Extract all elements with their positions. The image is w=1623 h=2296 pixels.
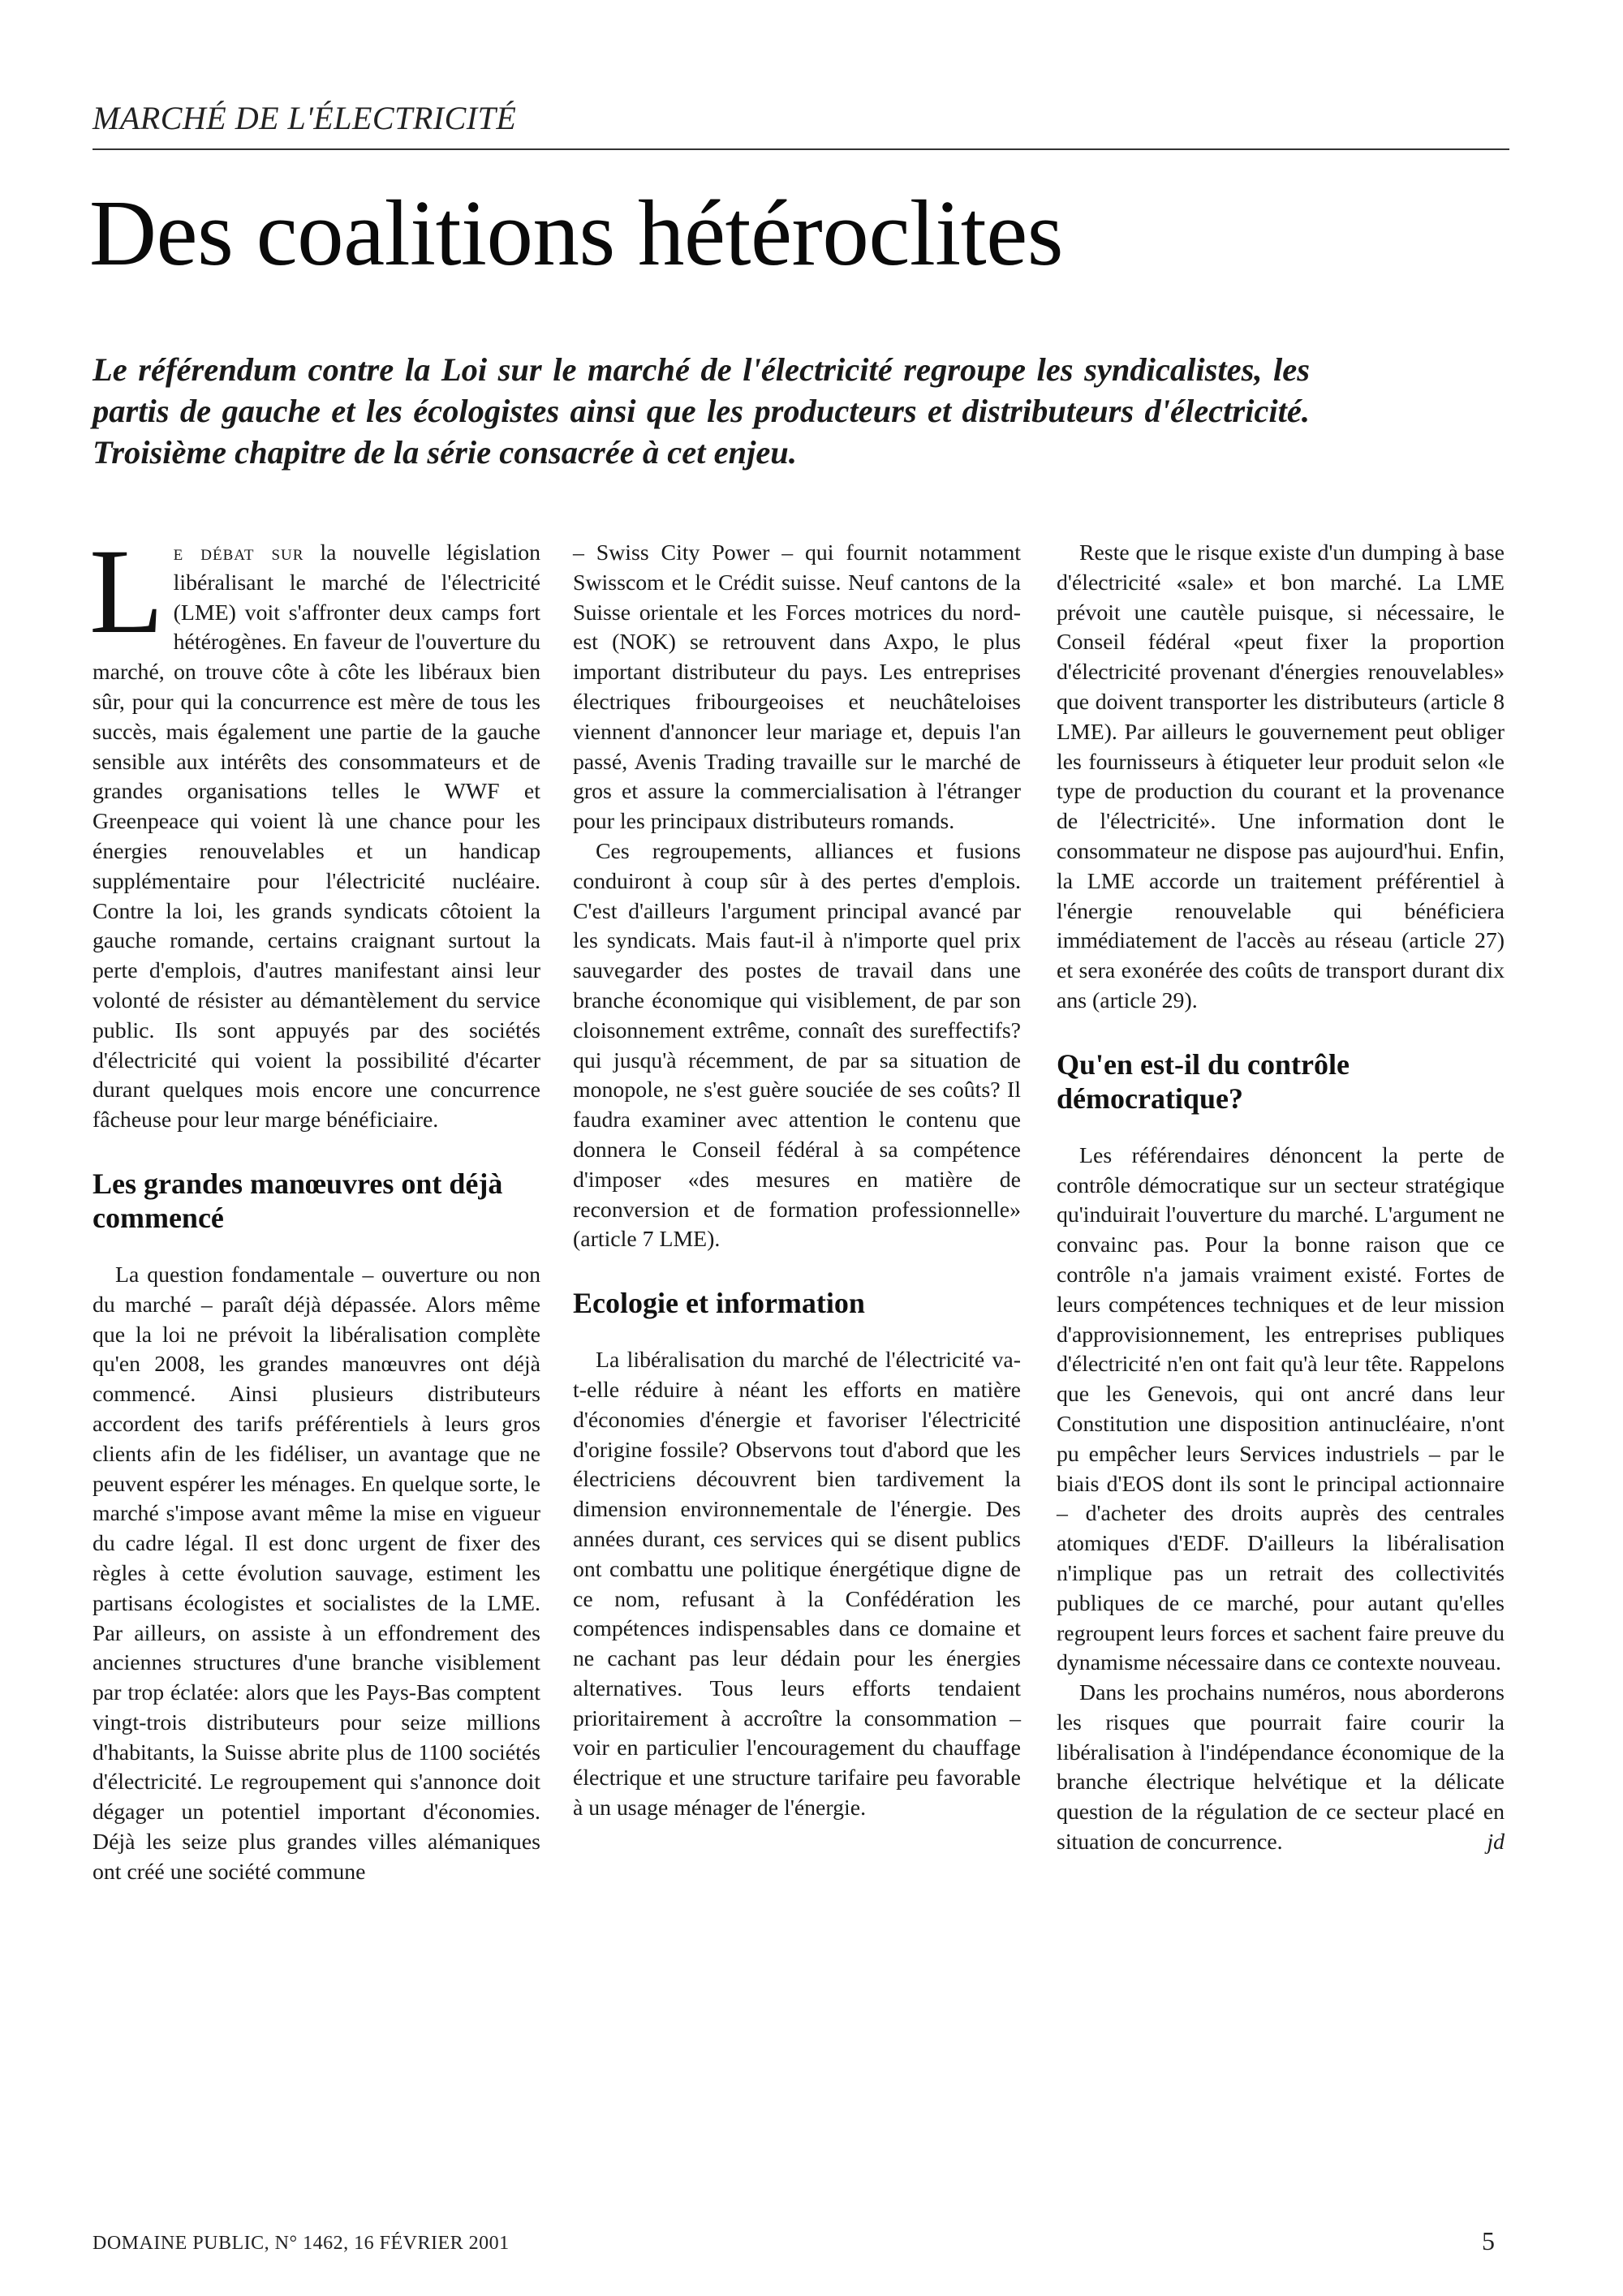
paragraph-7-text: Dans les prochains numéros, nous aborderons les risques que pourrait faire courir la libéralisation à l'indépendance économique de la branche électrique helvétique et la délicate question de la régulation de ce secteur placé en situation de concurrence. — [1057, 1680, 1505, 1855]
paragraph-2a: La question fondamentale – ouverture ou non du marché – paraît déjà dépassée. Alors même que la loi ne prévoit la libéralisation complète qu'en 2008, les grandes manœuvres ont déjà commencé. Ainsi plusieurs distributeurs accordent des tarifs préférentiels à leurs gros clients afin de les fidéliser, un avantage que ne peuvent espérer les ménages. En quelque sorte, le marché s'impose avant même la mise en vigueur du cadre légal. Il est donc urgent de fixer des règles à cette évolution sauvage, estiment les partisans écologistes et socialistes de la LME. Par ailleurs, on assiste à un effondrement des anciennes structures d'une branche visiblement par trop éclatée: alors que les Pays-Bas comptent vingt-trois distributeurs pour seize millions d'habitants, la Suisse abrite plus de 1100 sociétés d'électricité. Le regroupement qui s'annonce doit dégager un potentiel important d'économies. Déjà les seize plus grandes villes alémaniques ont créé une société commune — [93, 1262, 540, 1885]
paragraph-7 — [1057, 1679, 1505, 1858]
text-column-3 — [1057, 539, 1505, 1858]
paragraph-1 — [89, 524, 540, 1136]
subheading-controle: Qu'en est-il du contrôle démocratique? — [1057, 1047, 1350, 1115]
text-column-2 — [573, 539, 1021, 1824]
article-lead: Le référendum contre la Loi sur le marché de l'électricité regroupe les syndicalistes, les partis de gauche et les écologistes ainsi que les producteurs et distributeurs d'électricité. Troisième chapitre de la série consacrée à cet enjeu. — [93, 351, 1310, 471]
paragraph-6: Les référendaires dénoncent la perte de contrôle démocratique sur un secteur stratégique qu'induirait l'ouverture du marché. L'argument ne convainc pas. Pour la bonne raison que ce contrôle n'a jamais vraiment existé. Fortes de leurs compétences techniques et de leur mission d'approvisionnement, les entreprises publiques d'électricité n'en ont fait qu'à leur tête. Rappelons que les Genevois, qui ont ancré dans leur Constitution une disposition antinucléaire, n'ont pu empêcher leurs Services industriels – par le biais d'EOS dont ils sont le principal actionnaire – d'acheter des droits auprès des centrales atomiques d'EDF. D'ailleurs la libéralisation n'implique pas un retrait des collectivités publiques de ce marché, pour autant qu'elles regroupent leurs forces et sachent faire preuve du dynamisme nécessaire dans ce contexte nouveau. — [1057, 1142, 1505, 1676]
paragraph-4: La libéralisation du marché de l'électricité va-t-elle réduire à néant les efforts en matière d'économies d'énergie et favoriser l'électricité d'origine fossile? Observons tout d'abord que les électriciens découvrent bien tardivement la dimension environnementale de l'énergie. Des années durant, ces services qui se disent publics ont combattu une politique énergétique digne de ce nom, refusant à la Confédération les compétences indispensables dans ce domaine et ne cachant pas leur dédain pour les énergies alternatives. Tous leurs efforts tendaient prioritairement à accroître la consommation – voir en particulier l'encouragement du chauffage électrique et une structure tarifaire peu favorable à un usage ménager de l'énergie. — [573, 1348, 1021, 1821]
text-column-1 — [89, 524, 540, 1888]
article-title: Des coalitions hétéroclites — [89, 182, 1064, 285]
publication-footer: DOMAINE PUBLIC, N° 1462, 16 FÉVRIER 2001 — [93, 2233, 510, 2254]
subheading-ecologie: Ecologie et information — [573, 1287, 865, 1320]
paragraph-2b: – Swiss City Power – qui fournit notamment Swisscom et le Crédit suisse. Neuf cantons de la Suisse orientale et les Forces motrices du nord-est (NOK) se retrouvent dans Axpo, le plus important distributeur du pays. Les entreprises électriques fribourgeoises et neuchâteloises viennent d'annoncer leur mariage et, depuis l'an passé, Avenis Trading travaille sur le marché de gros et assure la commercialisation à l'étranger pour les principaux distributeurs romands. — [573, 540, 1021, 835]
subheading-manoeuvres: Les grandes manœuvres ont déjà commencé — [93, 1167, 503, 1234]
drop-cap: L — [89, 524, 164, 659]
page-number: 5 — [1482, 2226, 1495, 2255]
paragraph-3: Ces regroupements, alliances et fusions conduiront à coup sûr à des pertes d'emplois. C'est d'ailleurs l'argument principal avancé par les syndicats. Mais faut-il à n'importe quel prix sauvegarder des postes de travail dans une branche économique qui visiblement, de par son cloisonnement extrême, connaît des sureffectifs? qui jusqu'à récemment, de par sa situation de monopole, ne s'est guère souciée de ses coûts? Il faudra examiner avec attention le contenu que donnera le Conseil fédéral à sa compétence d'imposer «des mesures en matière de reconversion et de formation professionnelle» (article 7 LME). — [573, 838, 1021, 1253]
author-signature: jd — [1487, 1829, 1505, 1855]
paragraph-1-text: la nouvelle législation libéralisant le marché de l'électricité (LME) voit s'affronter deux camps fort hétérogènes. En faveur de l'ouverture du marché, on trouve côte à côte les libéraux bien sûr, pour qui la concurrence est mère de tous les succès, mais également une partie de la gauche sensible aux intérêts des consommateurs et de grandes organisations telles le WWF et Greenpeace qui voient là une chance pour les énergies renouvelables et un handicap supplémentaire pour l'électricité nucléaire. Contre la loi, les grands syndicats côtoient la gauche romande, certains craignant surtout la perte d'emplois, d'autres manifestant ainsi leur volonté de résister au démantèlement du service public. Ils sont appuyés par des sociétés d'électricité qui voient la possibilité d'écarter durant quelques mois encore une concurrence fâcheuse pour leur marge bénéficiaire. — [93, 540, 540, 1133]
section-rubric: MARCHÉ DE L'ÉLECTRICITÉ — [93, 99, 1509, 150]
opening-small-caps: e débat sur — [173, 540, 304, 565]
paragraph-5: Reste que le risque existe d'un dumping à base d'électricité «sale» et bon marché. La LME prévoit une cautèle puisque, si nécessaire, le Conseil fédéral «peut fixer la proportion d'électricité provenant d'énergies renouvelables» que doivent transporter les distributeurs (article 8 LME). Par ailleurs le gouvernement peut obliger les fournisseurs à étiqueter leur produit selon «le type de production du courant et la provenance de l'électricité». Une information dont le consommateur ne dispose pas aujourd'hui. Enfin, la LME accorde un traitement préférentiel à l'énergie renouvelable qui bénéficiera immédiatement de l'accès au réseau (article 27) et sera exonérée des coûts de transport durant dix ans (article 29). — [1057, 540, 1505, 1013]
